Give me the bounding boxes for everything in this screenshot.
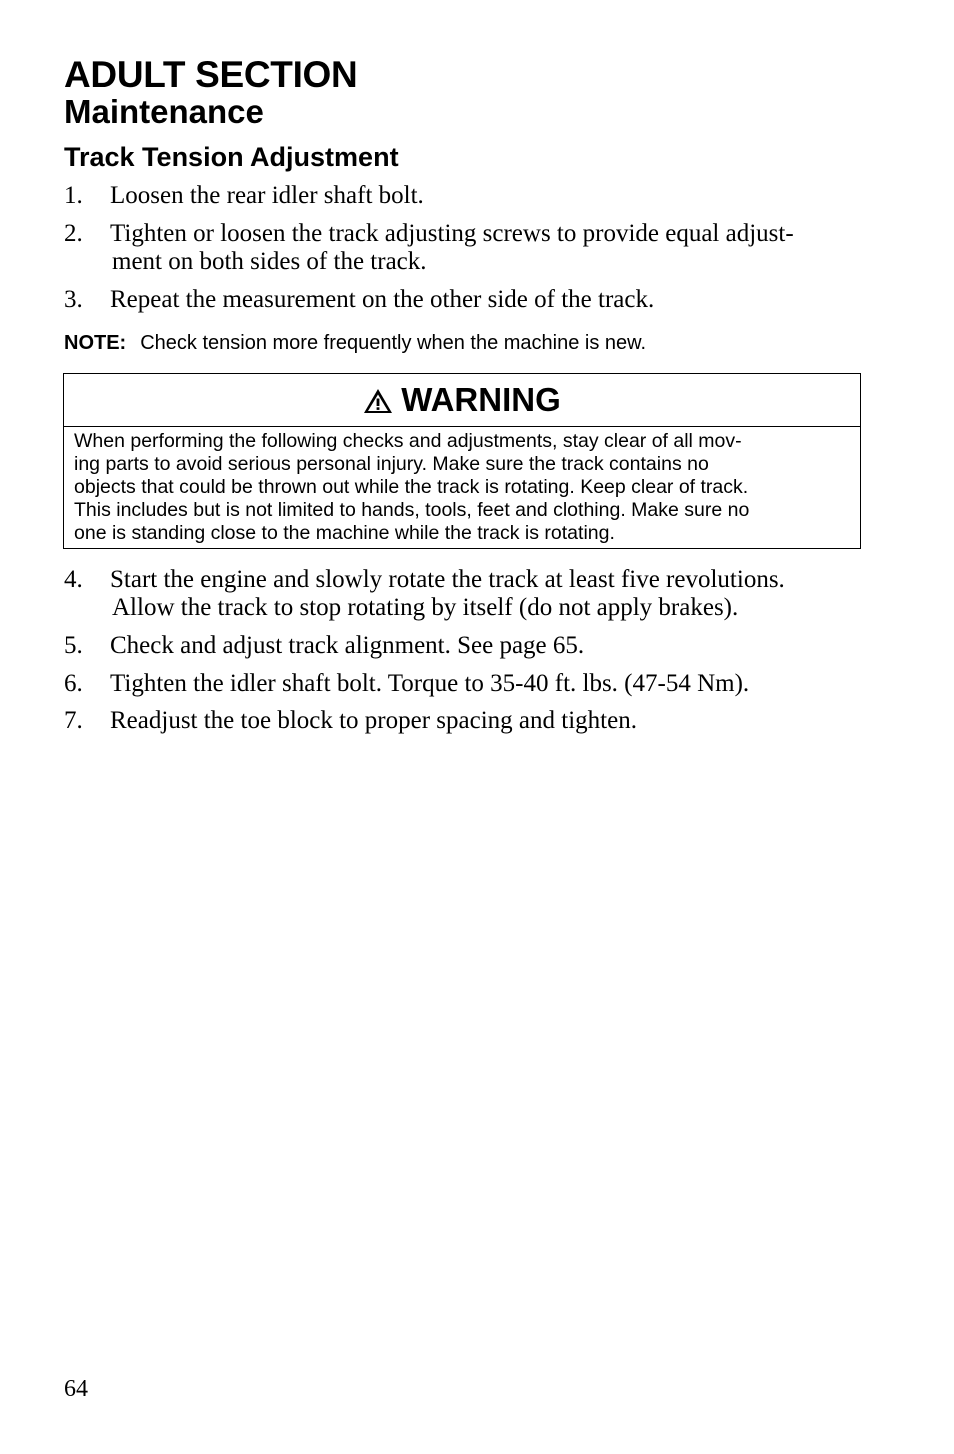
step-number: 2. [64,220,83,247]
step-text: Loosen the rear idler shaft bolt. [110,182,424,209]
page-number: 64 [64,1376,88,1402]
step-6 [64,670,864,698]
warning-header [64,374,860,427]
warning-line: This includes but is not limited to hands, tools, feet and clothing. Make sure no [74,499,750,521]
section-title: ADULT SECTION [64,54,358,95]
step-text-line-2: ment on both sides of the track. [112,248,427,275]
step-number: 1. [64,182,83,209]
step-text: Readjust the toe block to proper spacing and tighten. [110,707,637,734]
warning-line: one is standing close to the machine while the track is rotating. [74,522,615,544]
step-7 [64,707,864,735]
step-2 [64,220,864,276]
step-3 [64,286,864,314]
step-number: 6. [64,670,83,697]
step-number: 3. [64,286,83,313]
step-text-line-1: Start the engine and slowly rotate the track at least five revolutions. [110,566,785,593]
warning-triangle-icon [363,388,393,414]
warning-box [63,373,861,549]
step-4 [64,566,864,622]
step-text: Tighten the idler shaft bolt. Torque to 35-40 ft. lbs. (47-54 Nm). [110,670,750,697]
warning-title: WARNING [401,381,561,418]
step-text-line-1: Tighten or loosen the track adjusting screws to provide equal adjust- [110,220,794,247]
step-number: 4. [64,566,83,593]
warning-line: When performing the following checks and adjustments, stay clear of all mov- [74,430,742,452]
step-text: Check and adjust track alignment. See page 65. [110,632,585,659]
step-5 [64,632,864,660]
warning-body [64,427,860,545]
note [64,330,646,356]
warning-line: ing parts to avoid serious personal injury. Make sure the track contains no [74,453,709,475]
note-text: Check tension more frequently when the machine is new. [140,332,647,354]
step-1 [64,182,864,210]
note-label: NOTE: [64,332,127,354]
warning-line: objects that could be thrown out while the track is rotating. Keep clear of track. [74,476,749,498]
step-text: Repeat the measurement on the other side of the track. [110,286,655,313]
topic-heading: Track Tension Adjustment [64,142,399,172]
step-number: 7. [64,707,83,734]
subsection-title: Maintenance [64,93,264,130]
step-number: 5. [64,632,83,659]
step-text-line-2: Allow the track to stop rotating by itself (do not apply brakes). [112,594,739,621]
